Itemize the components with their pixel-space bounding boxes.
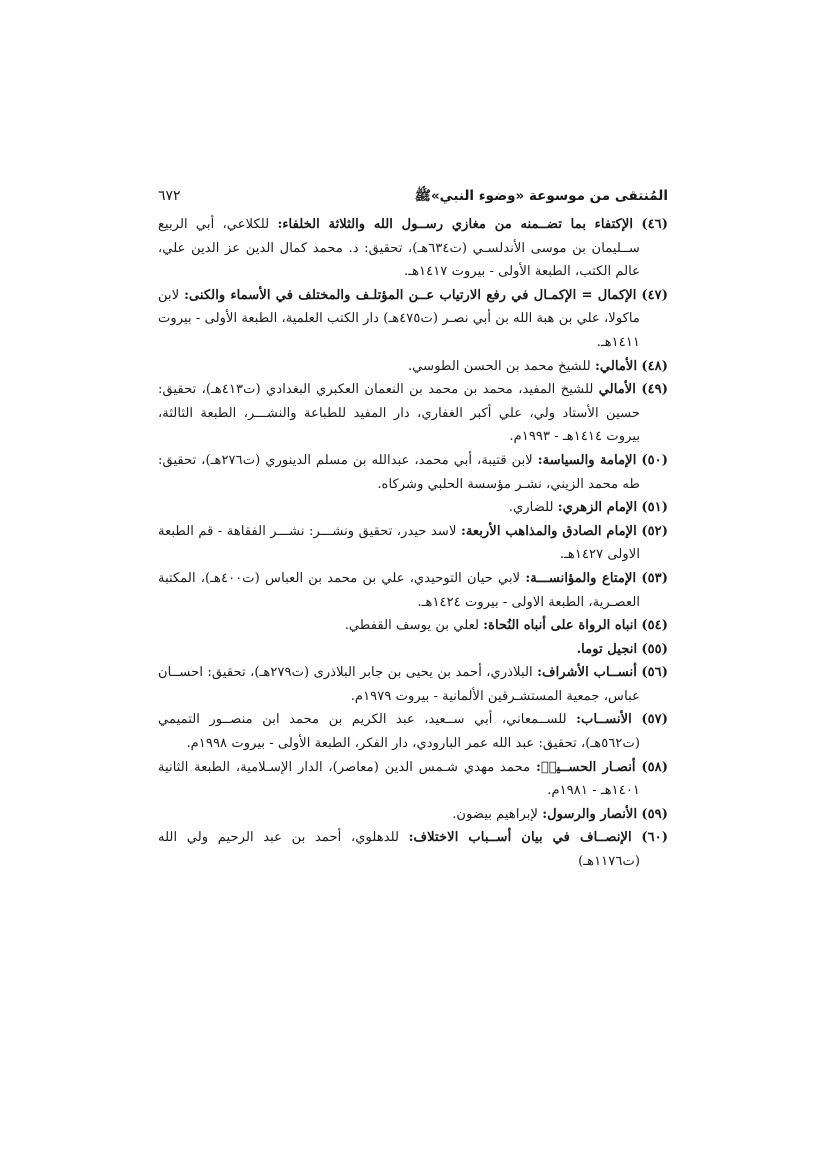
bibliography-entry [158,378,668,449]
bibliography-entry [158,661,668,708]
page-number: ٦٧٢ [158,188,181,204]
entry-number: (٥٥) [641,641,668,657]
entry-number: (٤٨) [641,358,668,374]
entry-number: (٤٧) [641,287,668,303]
bibliography-entry [158,826,668,873]
bibliography-entry [158,614,668,638]
entry-title: الإمام الزهري: [557,500,638,516]
entry-details: محمد مهدي شـمس الدين (معاصر)، الدار الإسـلامية، الطبعة الثانية ١٤٠١هـ - ١٩٨١م. [158,759,640,799]
entry-number: (٥٩) [641,806,668,822]
entry-title: انجيل توما. [576,641,638,657]
entry-number: (٥٤) [641,618,668,634]
entry-title: الأمالي: [594,358,638,374]
entry-number: (٥٠) [641,452,669,468]
entry-title: الأنصار والرسول: [542,806,638,822]
bibliography-entry [158,284,668,355]
entry-number: (٥٧) [641,712,668,728]
entry-title: الإكتفاء بما تضــمنه من مغازي رســول الله والثلاثة الخلفاء: [277,217,634,232]
bibliography-entry [158,355,668,379]
entry-details: البلاذري، أحمد بن يحيى بن جابر البلاذرى (ت٢٧٩هـ)، تحقيق: احســان عباس، جمعية المستشـرقين الألمانية - بيروت ١٩٧٩م. [158,665,640,704]
bibliography-entry [158,213,668,284]
bibliography-entry [158,708,668,755]
entry-number: (٥٨) [641,759,668,775]
bibliography-entry [158,567,668,614]
entry-number: (٥١) [641,500,668,516]
entry-number: (٥٢) [641,523,668,539]
page-header [158,185,668,209]
bibliography-entry [158,449,668,496]
entry-details: للدهلوي، أحمد بن عبد الرحيم ولي الله (ت١١٧٦هـ) [158,830,640,870]
running-title: المُنتقى من موسوعة «وضوء النبي»ﷺ [414,188,668,204]
entry-title: الإنصــاف في بيان أســباب الاختلاف: [408,830,632,846]
entry-title: الإمامة والسياسة: [537,452,637,468]
entry-title: انباه الرواة على أنباه النُحاة: [483,618,638,634]
entry-details: للشيخ محمد بن الحسن الطوسي. [407,358,595,374]
bibliography-entry [158,803,668,827]
entry-details: لإبراهيم بيضون. [452,806,543,822]
entry-number: (٦٠) [641,830,668,846]
bibliography-entry [158,496,668,520]
entry-number: (٥٣) [641,570,668,586]
bibliography-entry [158,756,668,803]
entry-details: لاسد حيدر، تحقيق ونشـــر: نشـــر الفقاهة - قم الطبعة الاولى ١٤٢٧هـ. [158,523,640,563]
entry-details: للســمعاني، أبي ســعيد، عبد الكريم بن محمد ابن منصــور التميمي (ت٥٦٢هـ)، تحقيق: عبد الله عمر البارودي، دار الفكر، الطبعة الأولى - بيروت ١٩٩٨م. [158,712,640,752]
bibliography-entry [158,520,668,567]
entry-details: لابن قتيبة، أبي محمد، عبدالله بن مسلم الدينوري (ت٢٧٦هـ)، تحقيق: طه محمد الزيني، نشـر مؤسسة الحلبي وشركاه. [158,452,640,492]
entry-title: أنصـار الحســينؑ: [535,759,636,775]
entry-title: الإكمال = الإكمـال في رفع الارتياب عــن المؤتلـف والمختلف في الأسماء والكنى: [184,287,637,303]
entry-details: للكلاعي، أبي الربيع ســليمان بن موسى الأندلسـي (ت٦٣٤هـ)، تحقيق: د. محمد كمال الدين عز الدين علي، عالم الكتب، الطبعة الأولى - بيروت ١٤١٧هـ. [158,217,640,280]
entry-details: لعلي بن يوسف القفطي. [344,618,484,634]
entry-details: لابن ماكولا، علي بن هبة الله بن أبي نصـر (ت٤٧٥هـ) دار الكتب العلمية، الطبعة الأولى - بيروت ١٤١١هـ. [158,287,640,350]
entry-details: للشيخ المفيد، محمد بن محمد بن النعمان العكبري البغدادي (ت٤١٣هـ)، تحقيق: حسين الأستاد ولي، علي أكبر الغفاري، دار المفيد للطباعة والنشـــر، الطبعة الثالثة، بيروت ١٤١٤هـ - ١٩٩٣م. [158,382,640,445]
bibliography-list [158,213,668,874]
entry-number: (٤٦) [641,217,668,232]
entry-title: الإمتاع والمؤانســـة: [525,570,637,586]
entry-number: (٤٩) [641,382,668,398]
entry-details: لابي حيان التوحيدي، علي بن محمد بن العباس (ت٤٠٠هـ)، المكتبة العصـرية، الطبعة الاولى - بيروت ١٤٢٤هـ. [158,570,640,610]
entry-title: الأمالي [598,382,636,398]
entry-number: (٥٦) [641,665,668,681]
entry-title: الأنســاب: [576,712,632,728]
entry-title: الإمام الصادق والمذاهب الأربعة: [460,523,637,539]
entry-details: للضاري. [508,500,558,516]
entry-title: أنســاب الأشراف: [537,665,637,681]
bibliography-entry [158,638,668,662]
